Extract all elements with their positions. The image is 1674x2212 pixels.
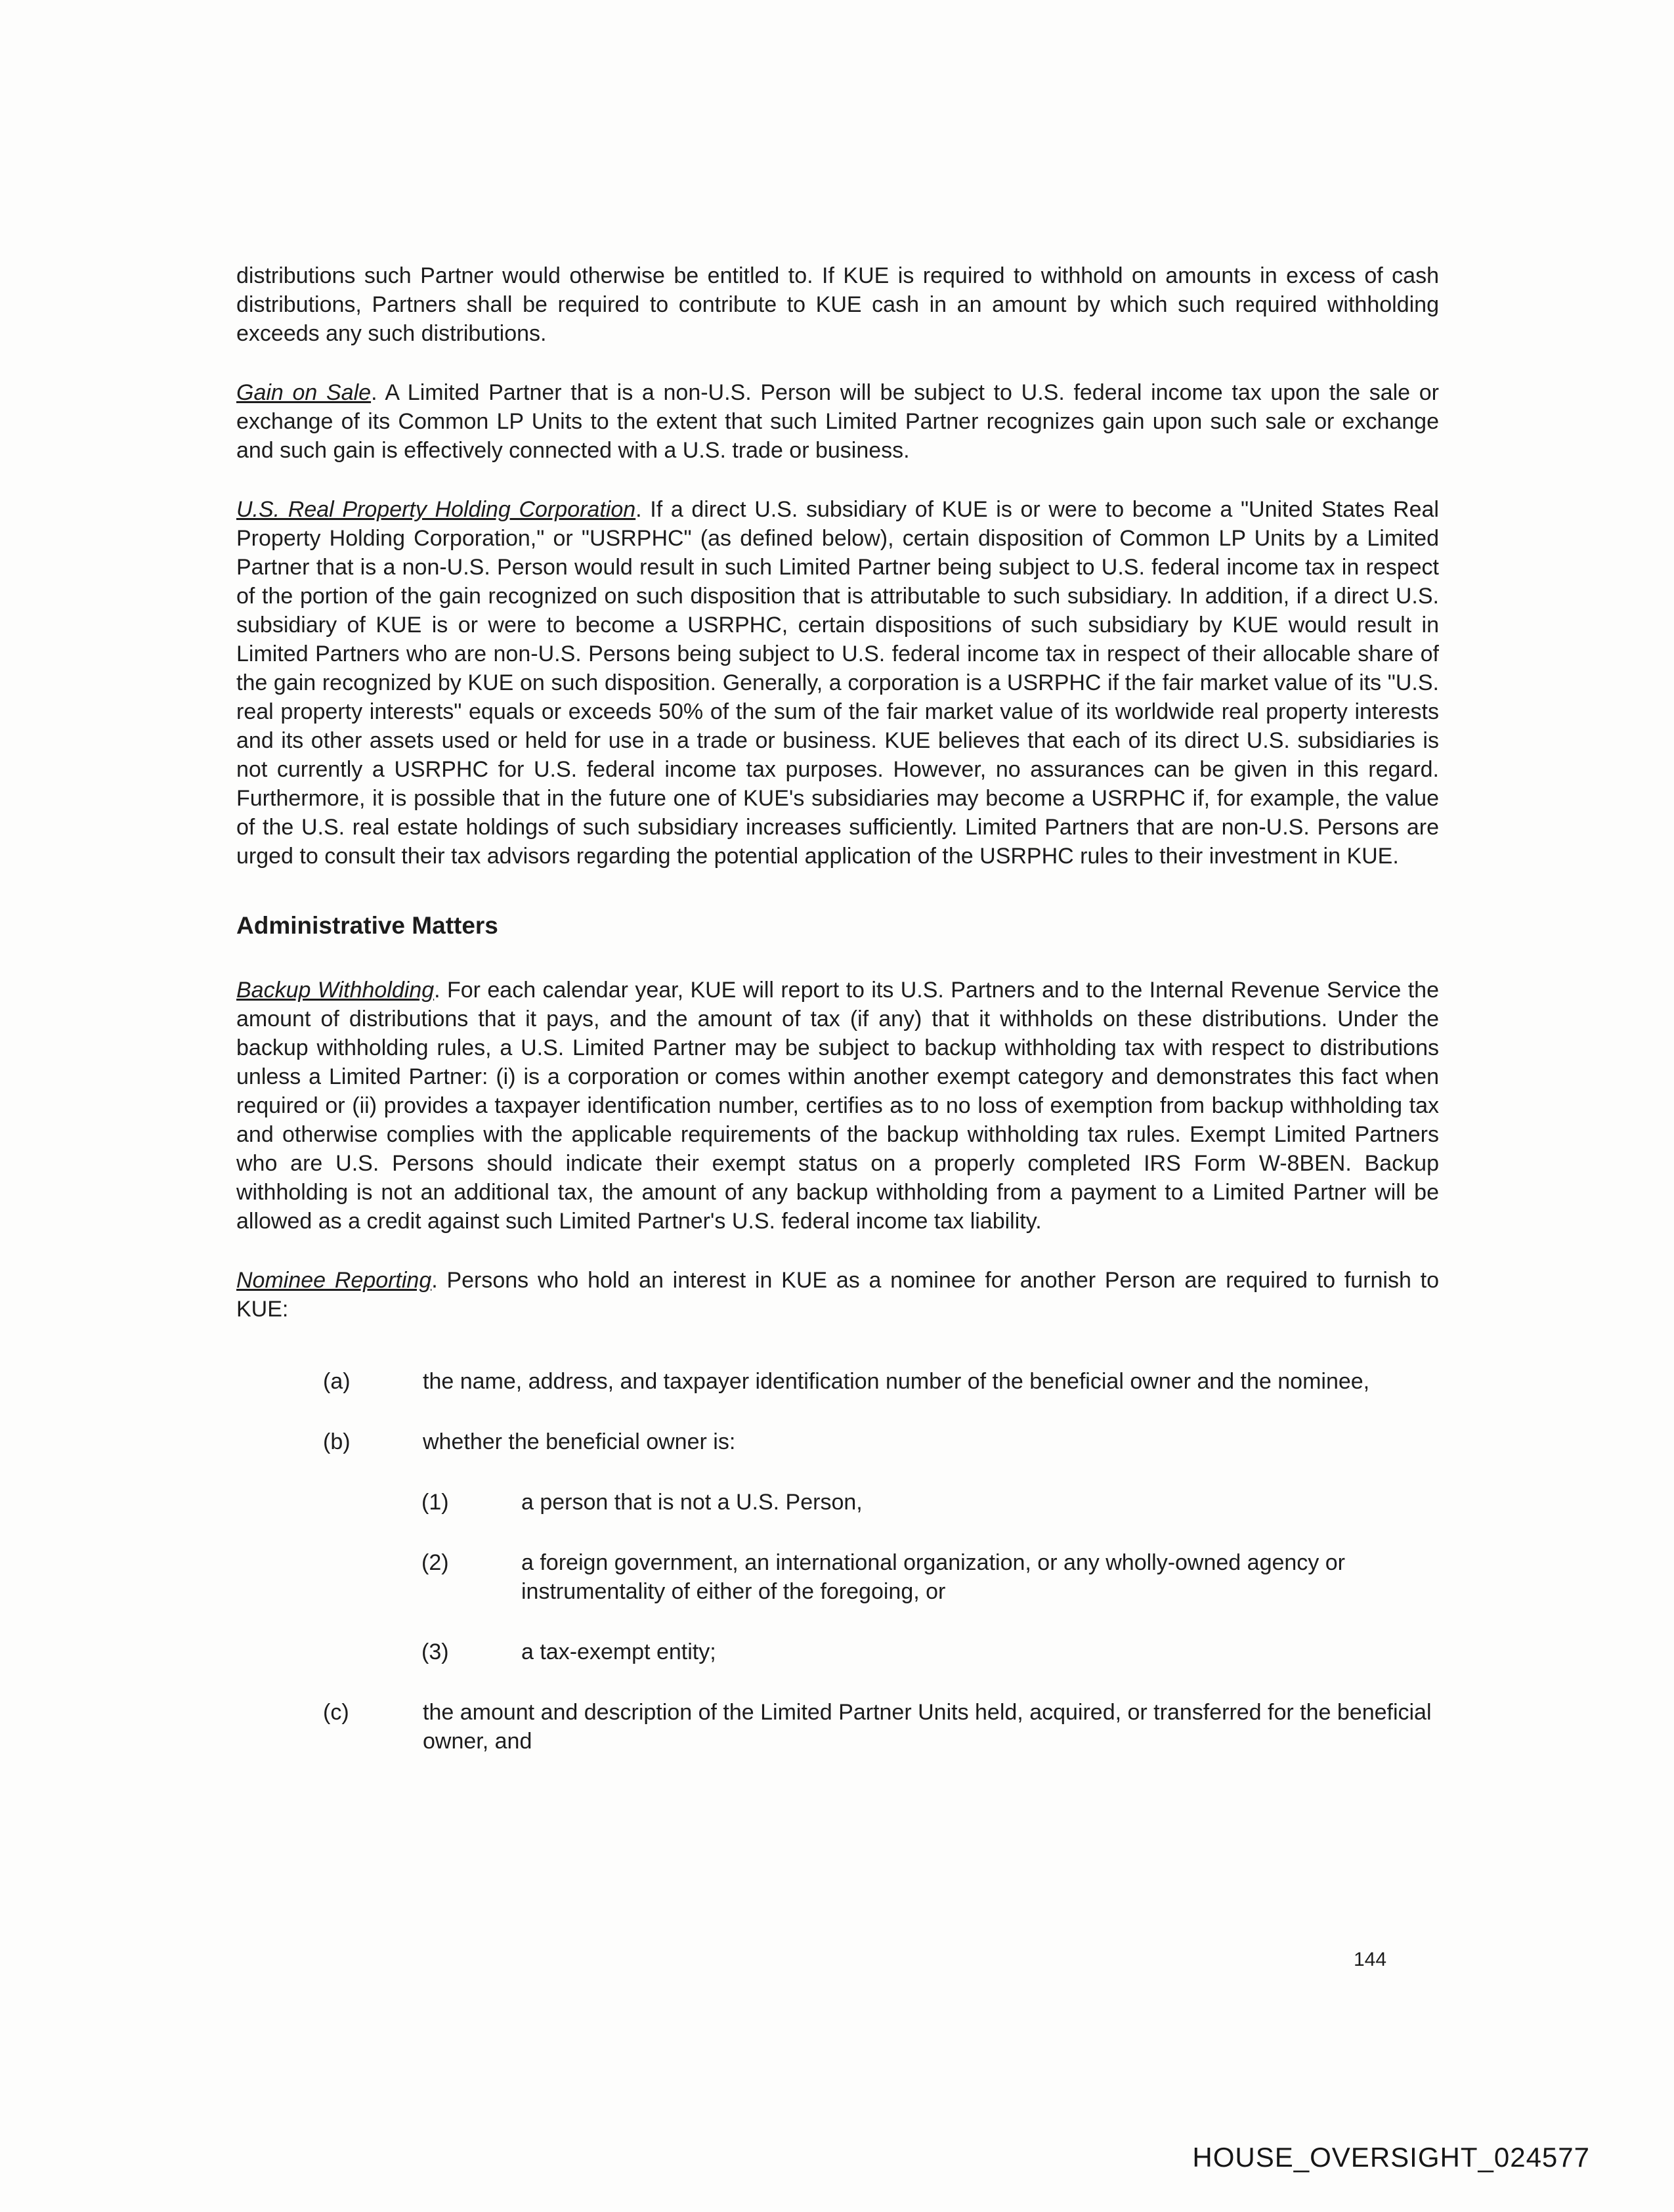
page-number: 144 bbox=[1354, 1949, 1387, 1970]
paragraph-nominee-reporting bbox=[236, 1266, 1439, 1324]
section-heading-administrative-matters: Administrative Matters bbox=[236, 912, 498, 939]
nominee-reporting-lead: Nominee Reporting bbox=[236, 1268, 432, 1293]
nominee-requirements-list bbox=[236, 1367, 1439, 1756]
list-text-b: whether the beneficial owner is: bbox=[423, 1429, 736, 1454]
paragraph-gain-on-sale bbox=[236, 378, 1439, 465]
list-item-b bbox=[236, 1427, 1439, 1456]
list-item-b2 bbox=[236, 1548, 1439, 1606]
paragraph-backup-withholding bbox=[236, 976, 1439, 1236]
list-label-b1: (1) bbox=[421, 1490, 449, 1515]
gain-on-sale-lead: Gain on Sale bbox=[236, 380, 372, 405]
list-text-b1: a person that is not a U.S. Person, bbox=[521, 1490, 863, 1515]
list-label-b2: (2) bbox=[421, 1550, 449, 1575]
usrphc-body: . If a direct U.S. subsidiary of KUE is or were to become a "United States Real Property Holding Corporation," or "USRPHC" (as defined below), certain disposition of Common LP Units by a Limited Partner that is a non-U.S. Person would result in such Limited Partner being subject to U.S. federal income tax in respect of the portion of the gain recognized on such disposition that is attributable to such subsidiary. In addition, if a direct U.S. subsidiary of KUE is or were to become a USRPHC, certain dispositions of such subsidiary by KUE would result in Limited Partners who are non-U.S. Persons being subject to U.S. federal income tax in respect of their allocable share of the gain recognized by KUE on such disposition. Generally, a corporation is a USRPHC if the fair market value of its "U.S. real property interests" equals or exceeds 50% of the sum of the fair market value of its worldwide real property interests and its other assets used or held for use in a trade or business. KUE believes that each of its direct U.S. subsidiaries is not currently a USRPHC for U.S. federal income tax purposes. However, no assurances can be given in this regard. Furthermore, it is possible that in the future one of KUE's subsidiaries may become a USRPHC if, for example, the value of the U.S. real estate holdings of such subsidiary increases sufficiently. Limited Partners that are non-U.S. Persons are urged to consult their tax advisors regarding the potential application of the USRPHC rules to their investment in KUE. bbox=[236, 497, 1439, 869]
list-item-c bbox=[236, 1698, 1439, 1756]
list-text-b2: a foreign government, an international organization, or any wholly-owned agency or instrumentality of either of the foregoing, or bbox=[521, 1550, 1345, 1604]
list-text-a: the name, address, and taxpayer identification number of the beneficial owner and the nominee, bbox=[423, 1369, 1370, 1394]
gain-on-sale-body: . A Limited Partner that is a non-U.S. Person will be subject to U.S. federal income tax upon the sale or exchange of its Common LP Units to the extent that such Limited Partner recognizes gain upon such sale or exchange and such gain is effectively connected with a U.S. trade or business. bbox=[236, 380, 1439, 463]
paragraph-withholding-continuation: distributions such Partner would otherwise be entitled to. If KUE is required to withhold on amounts in excess of cash distributions, Partners shall be required to contribute to KUE cash in an amount by which such required withholding exceeds any such distributions. bbox=[236, 263, 1439, 346]
list-label-b3: (3) bbox=[421, 1639, 449, 1664]
list-item-b3 bbox=[236, 1637, 1439, 1666]
nominee-reporting-body: . Persons who hold an interest in KUE as a nominee for another Person are required to furnish to KUE: bbox=[236, 1268, 1439, 1322]
paragraph-usrphc bbox=[236, 495, 1439, 871]
list-label-b: (b) bbox=[323, 1429, 351, 1454]
bates-stamp: HOUSE_OVERSIGHT_024577 bbox=[1192, 2142, 1590, 2173]
list-text-b3: a tax-exempt entity; bbox=[521, 1639, 716, 1664]
list-label-c: (c) bbox=[323, 1700, 349, 1725]
list-item-b1 bbox=[236, 1488, 1439, 1517]
document-content bbox=[236, 261, 1439, 1787]
list-item-a bbox=[236, 1367, 1439, 1396]
list-text-c: the amount and description of the Limited Partner Units held, acquired, or transferred for the beneficial owner, and bbox=[423, 1700, 1432, 1754]
backup-withholding-body: . For each calendar year, KUE will report to its U.S. Partners and to the Internal Revenue Service the amount of distributions that it pays, and the amount of tax (if any) that it withholds on these distributions. Under the backup withholding rules, a U.S. Limited Partner may be subject to backup withholding tax with respect to distributions unless a Limited Partner: (i) is a corporation or comes within another exempt category and demonstrates this fact when required or (ii) provides a taxpayer identification number, certifies as to no loss of exemption from backup withholding tax and otherwise complies with the applicable requirements of the backup withholding tax rules. Exempt Limited Partners who are U.S. Persons should indicate their exempt status on a properly completed IRS Form W-8BEN. Backup withholding is not an additional tax, the amount of any backup withholding from a payment to a Limited Partner will be allowed as a credit against such Limited Partner's U.S. federal income tax liability. bbox=[236, 978, 1439, 1234]
list-label-a: (a) bbox=[323, 1369, 351, 1394]
usrphc-lead: U.S. Real Property Holding Corporation bbox=[236, 497, 636, 522]
backup-withholding-lead: Backup Withholding bbox=[236, 978, 435, 1003]
